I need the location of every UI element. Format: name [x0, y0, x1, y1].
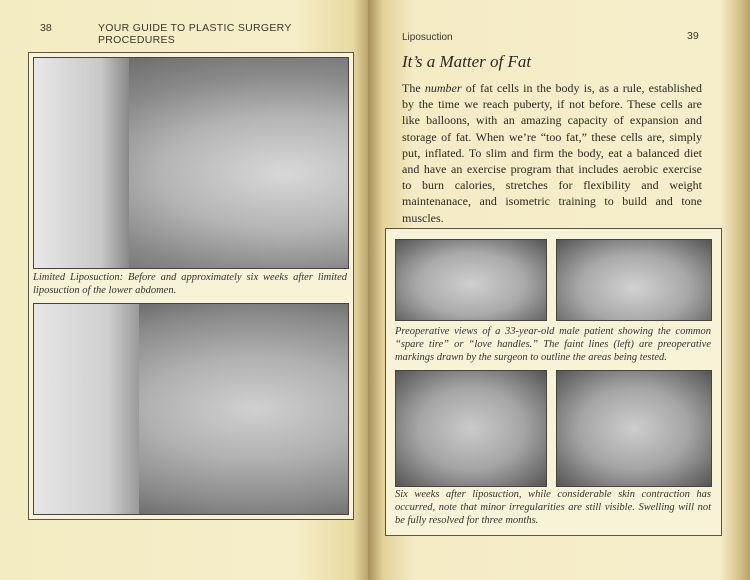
body-emphasis: number — [424, 81, 462, 95]
after-photo — [33, 303, 349, 515]
figure-frame — [28, 52, 354, 520]
body-text: The — [402, 81, 425, 95]
before-photo — [33, 57, 349, 269]
body-text: of fat cells in the body is, as a rule, established by the time we reach puberty, if not before. These cells are like balloons, with an amazing capacity of expansion and storage of fat. When we’re “too fat,” these cells are, simply put, inflated. To slim and firm the body, eat a balanced diet and have an exercise program that includes aerobic exercise to burn calories, stretches for flexibility and weight maintenanace, and isometric training to build and tone muscles. — [402, 81, 702, 225]
left-page — [0, 0, 368, 580]
figure-frame — [385, 228, 722, 536]
preop-photo — [556, 239, 712, 321]
figure-caption-1: Preoperative views of a 33-year-old male patient showing the common “spare tire” or “love handles.” The faint lines (left) are preoperative markings drawn by the surgeon to outline the areas being tested. — [395, 326, 711, 363]
running-head: Liposuction — [402, 32, 453, 43]
postop-photo-back — [556, 370, 712, 487]
body-paragraph — [402, 80, 702, 226]
section-title: It’s a Matter of Fat — [402, 52, 532, 71]
page-number: 38 — [40, 22, 52, 34]
figure-caption-2: Six weeks after liposuction, while considerable skin contraction has occurred, note that minor irregularities are still visible. Swelling will not be fully resolved for three months. — [395, 489, 711, 526]
page-number: 39 — [687, 30, 699, 42]
right-page — [368, 0, 750, 580]
postop-photo-front — [395, 370, 547, 487]
running-head: YOUR GUIDE TO PLASTIC SURGERY PROCEDURES — [98, 22, 292, 46]
preop-marked-photo — [395, 239, 547, 321]
figure-caption: Limited Liposuction: Before and approximately six weeks after limited liposuction of the lower abdomen. — [33, 272, 347, 296]
